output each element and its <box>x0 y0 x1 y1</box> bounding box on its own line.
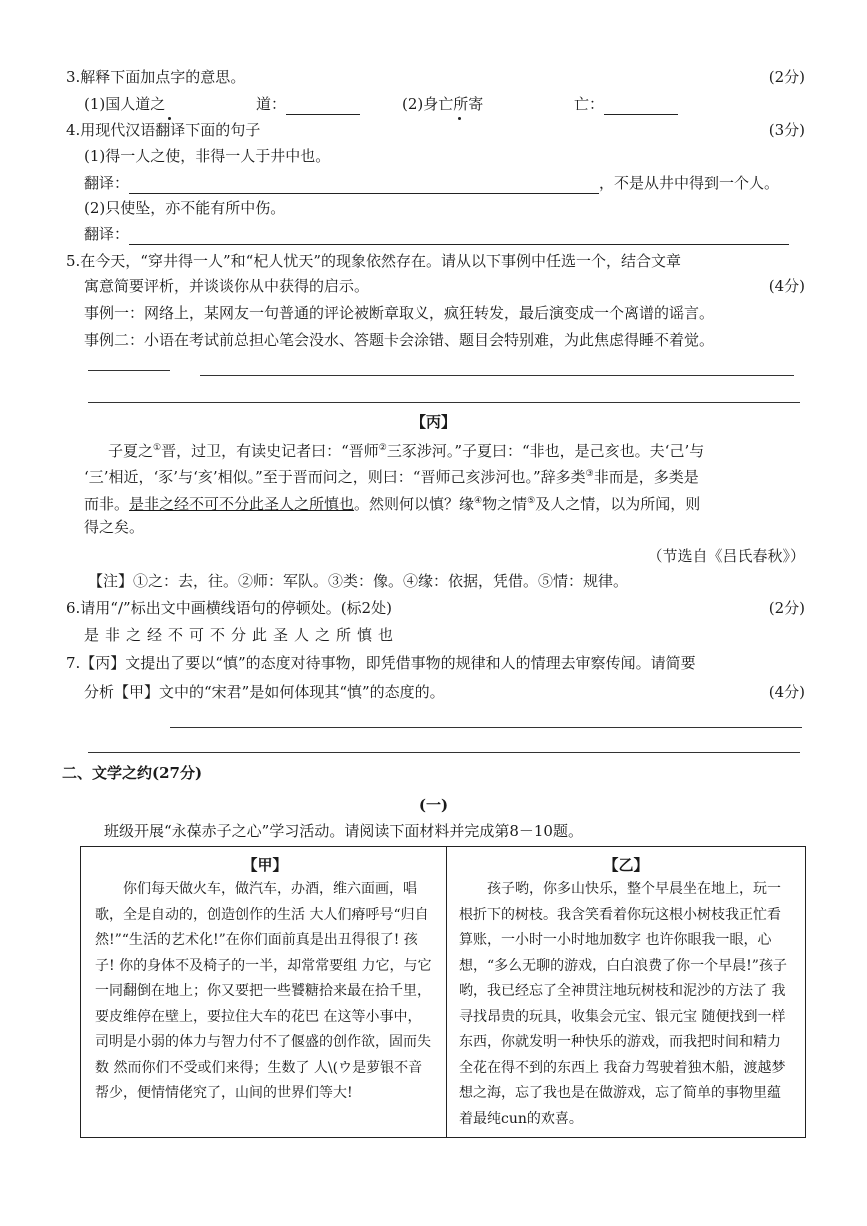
jia-text: 你们每天做火车，做汽车，办酒，维六面画，唱歌，全是自动的，创造创作的生活 大人们瘠呼号“归自然!”“生活的艺术化!”在你们面前真是出丑得很了! 孩子! 你的身体不及椅子的一半，却常常要组 力它，与它一同翻倒在地上；你又要把一些饕糖拾来最在拾千里，要皮维停在壁上，要拉住大车的花巴 在这等小事中，司明是小弱的体力与智力付不了偃盛的创作欲，固而失数 然而你们不受或们来得；生数了 人\(ウ是萝银不音帮少，便情情佬究了，山间的世界们等大! <box>95 881 432 1101</box>
bing-p1b: 晋，过卫，有读史记者曰：“晋师 <box>161 442 379 460</box>
q5-points: (4分) <box>768 277 805 295</box>
q5-case2: 事例二：小语在考试前总担心笔会没水、答题卡会涂错、题目会特别难，为此焦虑得睡不着觉。 <box>84 331 715 349</box>
section2-intro: 班级开展“永葆赤子之心”学习活动。请阅读下面材料并完成第8－10题。 <box>104 822 583 840</box>
q3-stem: 3.解释下面加点字的意思。 <box>66 68 246 86</box>
bing-para-line2 <box>84 463 699 488</box>
q3-item1-text: (1)国人道之 <box>84 95 166 113</box>
note-mark: ④ <box>474 496 483 506</box>
q3-item2-answer <box>574 93 678 115</box>
q4-translation2 <box>84 223 789 245</box>
answer-line[interactable] <box>88 402 800 403</box>
q4-sentence1: (1)得一人之使，非得一人于井中也。 <box>84 147 331 165</box>
q3-item1-blank[interactable] <box>286 98 360 115</box>
column-divider <box>446 847 447 1137</box>
section2-title: 二、文学之约(27分) <box>62 764 203 782</box>
section2-sub: (一) <box>418 796 449 814</box>
note-mark: ② <box>378 443 387 453</box>
q4-t2-label: 翻译： <box>84 225 130 243</box>
yi-column <box>459 853 793 1132</box>
bing-p3a: 而非。 <box>84 495 130 513</box>
q4-t1-label: 翻译： <box>84 174 130 192</box>
answer-line[interactable] <box>200 375 794 376</box>
q4-sentence2: (2)只使坠，亦不能有所中伤。 <box>84 199 286 217</box>
q3-item1 <box>84 93 165 115</box>
q6-points: (2分) <box>768 599 805 617</box>
q3-item2-blank[interactable] <box>604 98 678 115</box>
note-mark: ⑤ <box>527 496 536 506</box>
q5-case1: 事例一：网络上，某网友一句普通的评论被断章取义，疯狂转发，最后演变成一个离谱的谣言。 <box>84 304 715 322</box>
bing-p3d: 及人之情，以为所闻，则 <box>535 495 701 513</box>
underlined-sentence: 是非之经不可不分此圣人之所慎也 <box>129 495 355 513</box>
bing-p1a: 子夏之 <box>108 442 154 460</box>
q7-line2: 分析【甲】文中的“宋君”是如何体现其“慎”的态度的。 <box>84 683 445 701</box>
q4-points: (3分) <box>768 121 805 139</box>
bing-notes: 【注】①之：去，往。②师：军队。③类：像。④缘：依据，凭借。⑤情：规律。 <box>88 572 629 590</box>
answer-line[interactable] <box>170 727 802 728</box>
note-mark: ③ <box>585 469 594 479</box>
q4-translation1 <box>84 172 779 194</box>
bing-para-line4: 得之矣。 <box>84 518 145 536</box>
q4-t1-blank[interactable] <box>129 177 599 194</box>
emphasis-dot <box>458 117 461 120</box>
q3-item2-label: 亡： <box>574 95 605 113</box>
jia-title: 【甲】 <box>242 856 288 874</box>
yi-title: 【乙】 <box>603 856 649 874</box>
bing-p2b: 非而是，多类是 <box>593 468 699 486</box>
bing-source: （节选自《吕氏春秋》） <box>647 547 805 565</box>
q3-item1-answer <box>256 93 360 115</box>
q4-t2-blank[interactable] <box>129 228 789 245</box>
q3-item2: (2)身亡所寄 <box>402 95 484 113</box>
q4-t1-suffix: ，不是从井中得到一个人。 <box>599 174 780 192</box>
bing-para-line3 <box>84 490 700 515</box>
q7-points: (4分) <box>768 683 805 701</box>
bing-p1c: 三豕涉河。”子夏曰：“非也，是己亥也。夫‘己’与 <box>386 442 705 460</box>
q5-line2: 寓意简要评析，并谈谈你从中获得的启示。 <box>84 277 370 295</box>
jia-column <box>95 853 435 1107</box>
q4-stem: 4.用现代汉语翻译下面的句子 <box>66 121 261 139</box>
bing-p3b: 。然则何以慎？缘 <box>354 495 475 513</box>
answer-line[interactable] <box>88 752 800 753</box>
bing-p2: ‘三’相近，‘豕’与‘亥’相似。”至于晋而问之，则曰：“晋师己亥涉河也。”辞多类 <box>84 468 586 486</box>
q6-stem: 6.请用“/”标出文中画横线语句的停顿处。(标2处) <box>66 599 392 617</box>
material-box <box>80 846 806 1138</box>
bing-para-line1 <box>108 437 704 462</box>
q3-item1-label: 道： <box>256 95 287 113</box>
bing-p3c: 物之情 <box>482 495 528 513</box>
q3-points: (2分) <box>768 68 805 86</box>
answer-line[interactable] <box>88 370 170 371</box>
yi-text: 孩子哟，你多山快乐，整个早晨坐在地上，玩一根折下的树枝。我含笑看着你玩这根小树枝我正忙看算账，一小时一小时地加数字 也许你眼我一眼，心想，“多么无聊的游戏，白白浪费了你一个早晨!”孩子哟，我已经忘了全神贯注地玩树枝和泥沙的方法了 我寻找昂贵的玩具，收集会元宝、银元宝 随便找到一样东西，你就发明一种快乐的游戏，而我把时间和精力全花在得不到的东西上 我奋力驾驶着独木船，渡越梦想之海，忘了我也是在做游戏，忘了简单的事物里蕴着最纯cun的欢喜。 <box>459 881 787 1127</box>
note-mark: ① <box>153 443 162 453</box>
q7-line1: 7.【丙】文提出了要以“慎”的态度对待事物，即凭借事物的规律和人的情理去审察传闻。请简要 <box>66 654 696 672</box>
q5-line1: 5.在今天，“穿井得一人”和“杞人忧天”的现象依然存在。请从以下事例中任选一个，结合文章 <box>66 252 681 270</box>
bing-title: 【丙】 <box>410 413 456 431</box>
q6-sentence[interactable]: 是非之经不可不分此圣人之所慎也 <box>84 626 400 644</box>
